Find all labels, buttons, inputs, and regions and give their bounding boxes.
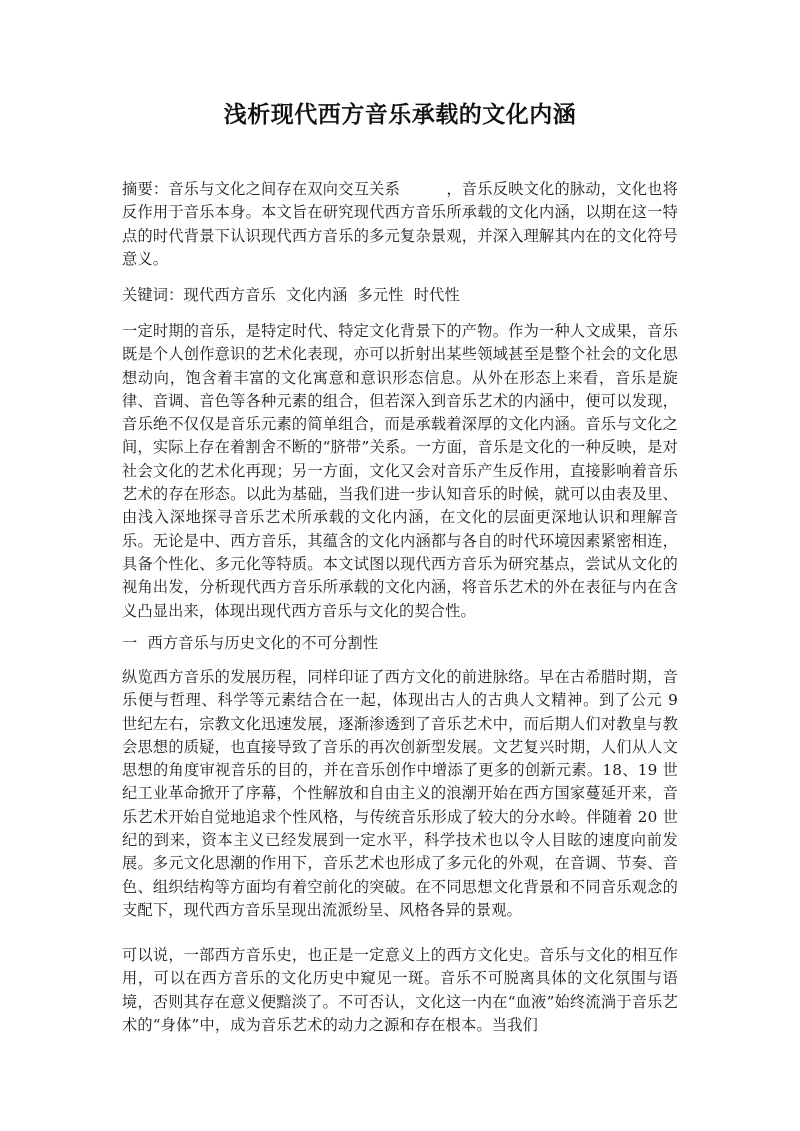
section-heading-block (122, 632, 678, 655)
keywords-block (122, 284, 678, 307)
body-paragraph-1: 一定时期的音乐，是特定时代、特定文化背景下的产物。作为一种人文成果，音乐既是个人创作意识的艺术化表现，亦可以折射出某些领域甚至是整个社会的文化思想动向，饱含着丰富的文化寓意和意识形态信息。从外在形态上来看，音乐是旋律、音调、音色等各种元素的组合，但若深入到音乐艺术的内涵中，便可以发现，音乐绝不仅仅是音乐元素的简单组合，而是承载着深厚的文化内涵。音乐与文化之间，实际上存在着割舍不断的“脐带”关系。一方面，音乐是文化的一种反映，是对社会文化的艺术化再现；另一方面，文化又会对音乐产生反作用，直接影响着音乐艺术的存在形态。以此为基础，当我们进一步认知音乐的时候，就可以由表及里、由浅入深地探寻音乐艺术所承载的文化内涵，在文化的层面更深地认识和理解音乐。无论是中、西方音乐，其蕴含的文化内涵都与各自的时代环境因素紧密相连，具备个性化、多元化等特质。本文试图以现代西方音乐为研究基点，尝试从文化的视角出发，分析现代西方音乐所承载的文化内涵，将音乐艺术的外在表征与内在含义凸显出来，体现出现代西方音乐与文化的契合性。 (122, 322, 678, 620)
document-title: 浅析现代西方音乐承载的文化内涵 (223, 102, 577, 128)
intro-block (122, 320, 678, 623)
section-1-block (122, 666, 678, 922)
abstract-paragraph: 摘要：音乐与文化之间存在双向交互关系 ，音乐反映文化的脉动，文化也将反作用于音乐本身。本文旨在研究现代西方音乐所承载的文化内涵，以期在这一特点的时代背景下认识现代西方音乐的多元复杂景观，并深入理解其内在的文化符号意义。 (122, 180, 678, 268)
abstract-block (122, 178, 678, 271)
keywords-line: 关键词：现代西方音乐 文化内涵 多元性 时代性 (122, 286, 460, 304)
section-heading-1: 一 西方音乐与历史文化的不可分割性 (122, 634, 379, 652)
body-paragraph-2: 纵览西方音乐的发展历程，同样印证了西方文化的前进脉络。早在古希腊时期，音乐便与哲理、科学等元素结合在一起，体现出古人的古典人文精神。到了公元 9 世纪左右，宗教文化迅速发展，逐渐渗透到了音乐艺术中，而后期人们对教皇与教会思想的质疑，也直接导致了音乐的再次创新型发展。文艺复兴时期，人们从人文思想的角度审视音乐的目的，并在音乐创作中增添了更多的创新元素。18、19 世纪工业革命掀开了序幕，个性解放和自由主义的浪潮开始在西方国家蔓延开来，音乐艺术开始自觉地追求个性风格，与传统音乐形成了较大的分水岭。伴随着 20 世纪的到来，资本主义已经发展到一定水平，科学技术也以令人目眩的速度向前发展。多元文化思潮的作用下，音乐艺术也形成了多元化的外观，在音调、节奏、音色、组织结构等方面均有着空前化的突破。在不同思想文化背景和不同音乐观念的支配下，现代西方音乐呈现出流派纷呈、风格各异的景观。 (122, 668, 678, 919)
section-1-continued-block (122, 944, 678, 1037)
body-paragraph-3: 可以说，一部西方音乐史，也正是一定意义上的西方文化史。音乐与文化的相互作用，可以在西方音乐的文化历史中窥见一斑。音乐不可脱离具体的文化氛围与语境，否则其存在意义便黯淡了。不可否认，文化这一内在“血液”始终流淌于音乐艺术的“身体”中，成为音乐艺术的动力之源和存在根本。当我们 (122, 946, 678, 1034)
